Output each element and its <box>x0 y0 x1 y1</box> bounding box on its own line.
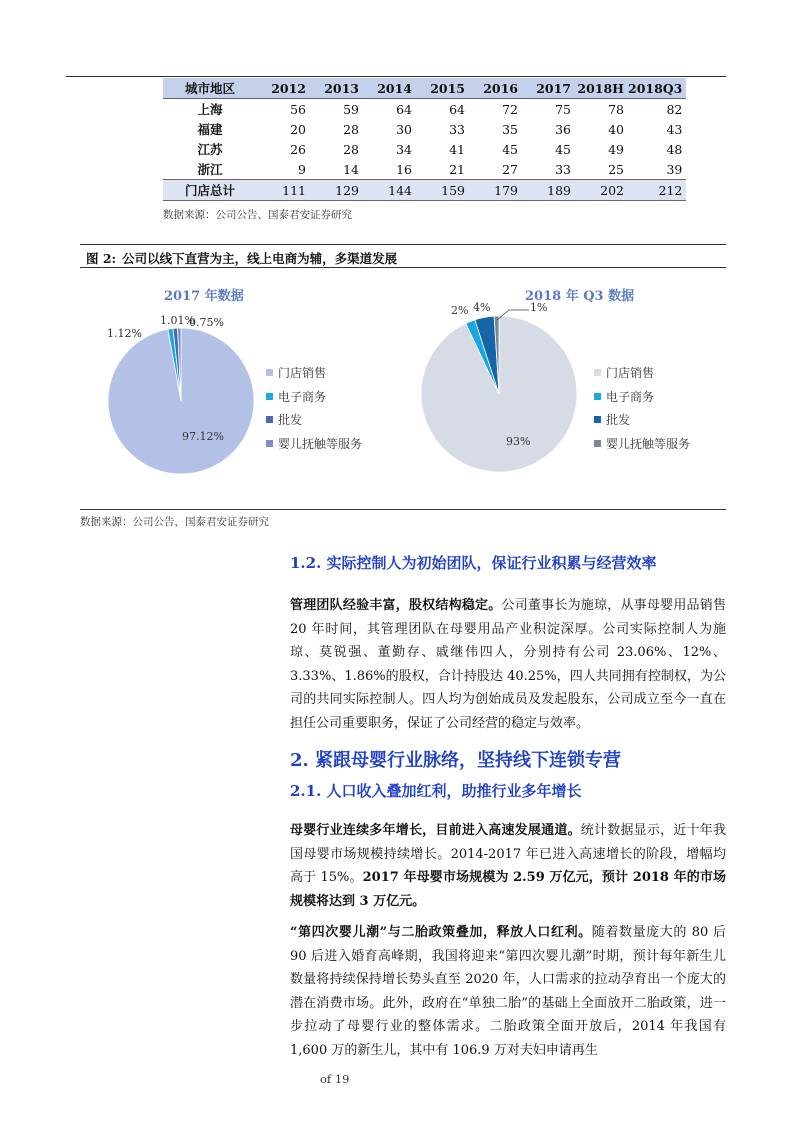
pie-label: 2% <box>451 304 469 317</box>
legend-label: 门店销售 <box>278 366 327 381</box>
table-cell: 20 <box>290 121 306 137</box>
paragraph-body: 统计数据显示，近十年我国母婴市场规模持续增长。2014-2017 年已进入高速增长的阶段，增幅均高于 15%。 <box>290 823 726 886</box>
header-rule <box>66 76 726 77</box>
pie-label: 0.75% <box>189 316 224 329</box>
figure-number: 图 2: <box>86 251 117 266</box>
table-cell: 39 <box>666 161 683 177</box>
table-cell: 48 <box>666 141 683 157</box>
legend-label: 批发 <box>278 413 303 428</box>
table-cell: 111 <box>257 180 310 201</box>
table-cell: 189 <box>522 180 575 201</box>
table-header-cell: 2012 <box>257 78 310 99</box>
table-cell: 144 <box>363 180 416 201</box>
table-header-cell: 2015 <box>416 78 469 99</box>
paragraph-management <box>290 594 726 736</box>
pie-label: 97.12% <box>182 430 224 443</box>
table-header-cell: 2016 <box>469 78 522 99</box>
table-cell: 26 <box>290 141 306 157</box>
table-cell: 59 <box>343 101 359 117</box>
table-cell: 72 <box>502 101 518 117</box>
paragraph-lead: 管理团队经验丰富，股权结构稳定。 <box>290 598 502 613</box>
table-cell: 9 <box>298 161 306 177</box>
legend-swatch <box>594 440 601 447</box>
table-cell: 129 <box>310 180 363 201</box>
table-cell: 21 <box>449 161 465 177</box>
table-cell: 212 <box>628 180 686 201</box>
table-cell: 25 <box>608 161 624 177</box>
store-count-table <box>163 78 686 201</box>
legend-2018q3 <box>594 361 690 455</box>
section-heading-2: 2. 紧跟母婴行业脉络，坚持线下连锁专营 <box>290 750 622 771</box>
paragraph-body: 公司董事长为施琼，从事母婴用品销售 20 年时间，其管理团队在母婴用品产业积淀深厚。公司实际控制人为施琼、莫锐强、董勤存、戚继伟四人，分别持有公司 23.06%、12%、3.33%、1.86%的股权，合计持股达 40.25%，四人共同拥有控制权，为公司的共同实际控制人。四人均为创始成员及发起股东，公司成立至今一直在担任公司重要职务，保证了公司经营的稳定与效率。 <box>290 598 726 731</box>
table-cell: 16 <box>396 161 412 177</box>
legend-item <box>266 385 362 409</box>
pie-label: 1.01% <box>160 314 195 327</box>
legend-item <box>594 361 690 385</box>
table-cell: 上海 <box>197 102 223 117</box>
figure-title <box>80 244 726 268</box>
pie-label: 1% <box>530 301 548 314</box>
table-cell: 202 <box>575 180 628 201</box>
pie-label: 4% <box>473 301 491 314</box>
table-cell: 75 <box>555 101 571 117</box>
table-header-cell: 城市地区 <box>163 78 257 99</box>
pie-leader-line <box>495 306 535 322</box>
pie-label: 1.12% <box>107 327 142 340</box>
table-cell: 27 <box>502 161 518 177</box>
table-cell: 159 <box>416 180 469 201</box>
table-header-row <box>163 78 686 99</box>
paragraph-highlight: 2017 年母婴市场规模为 2.59 万亿元，预计 2018 年的市场规模将达到 3 万亿元。 <box>290 870 726 909</box>
pie-chart-2017 <box>108 318 254 474</box>
table-cell: 36 <box>555 121 571 137</box>
legend-item <box>266 432 362 456</box>
figure-source-note: 数据来源：公司公告，国泰君安证券研究 <box>80 516 269 528</box>
legend-swatch <box>266 416 273 423</box>
table-row <box>163 159 686 180</box>
chart-title-2017: 2017 年数据 <box>164 289 244 304</box>
table-cell: 49 <box>608 141 624 157</box>
table-cell: 82 <box>666 101 683 117</box>
pie-label: 93% <box>506 435 531 448</box>
table-header-cell: 2018H <box>575 78 628 99</box>
table-cell: 179 <box>469 180 522 201</box>
table-cell: 56 <box>290 101 306 117</box>
legend-item <box>594 408 690 432</box>
table-cell: 14 <box>343 161 359 177</box>
table-cell: 福建 <box>197 122 223 137</box>
legend-item <box>266 408 362 432</box>
table-header-cell: 2014 <box>363 78 416 99</box>
legend-label: 批发 <box>606 413 631 428</box>
table-cell: 33 <box>449 121 465 137</box>
table-cell: 30 <box>396 121 412 137</box>
table-source-note: 数据来源：公司公告、国泰君安证券研究 <box>163 209 352 221</box>
legend-item <box>594 432 690 456</box>
table-cell: 34 <box>396 141 412 157</box>
paragraph-lead: “第四次婴儿潮”与二胎政策叠加，释放人口红利。 <box>290 925 592 940</box>
legend-item <box>266 361 362 385</box>
table-cell: 45 <box>502 141 518 157</box>
table-cell: 浙江 <box>197 162 223 177</box>
table-cell: 78 <box>608 101 624 117</box>
table-cell: 28 <box>343 141 359 157</box>
table-total-row <box>163 180 686 201</box>
paragraph-market-growth <box>290 819 726 913</box>
table-row <box>163 119 686 139</box>
legend-label: 电子商务 <box>606 389 655 404</box>
section-heading-1-2: 1.2. 实际控制人为初始团队，保证行业积累与经营效率 <box>290 554 657 572</box>
table-row <box>163 99 686 120</box>
table-header-cell: 2017 <box>522 78 575 99</box>
figure-bottom-rule <box>80 509 726 510</box>
legend-swatch <box>266 393 273 400</box>
table-cell: 江苏 <box>197 142 223 157</box>
legend-swatch <box>594 369 601 376</box>
table-cell: 门店总计 <box>163 180 257 201</box>
paragraph-lead: 母婴行业连续多年增长，目前进入高速发展通道。 <box>290 823 581 838</box>
chart-title-2018q3: 2018 年 Q3 数据 <box>525 289 635 304</box>
table-cell: 41 <box>449 141 465 157</box>
paragraph-body: 随着数量庞大的 80 后 90 后进入婚育高峰期，我国将迎来“第四次婴儿潮”时期，预计每年新生儿数量将持续保持增长势头直至 2020 年，人口需求的拉动孕育出一个庞大的潜在消费市场。此外，政府在“单独二胎”的基础上全面放开二胎政策，进一步拉动了母婴行业的整体需求。二胎政策全面开放后，2014 年我国有 1,600 万的新生儿，其中有 106.9 万对夫妇申请再生 <box>290 925 726 1058</box>
legend-swatch <box>594 416 601 423</box>
table-cell: 40 <box>608 121 624 137</box>
legend-label: 门店销售 <box>606 366 655 381</box>
table-cell: 35 <box>502 121 518 137</box>
page-number: of 19 <box>320 1072 350 1086</box>
table-cell: 64 <box>449 101 465 117</box>
figure-caption: 公司以线下直营为主，线上电商为辅，多渠道发展 <box>122 251 398 266</box>
legend-label: 婴儿抚触等服务 <box>278 436 363 451</box>
table-row <box>163 139 686 159</box>
table-cell: 28 <box>343 121 359 137</box>
table-header-cell: 2018Q3 <box>628 78 686 99</box>
paragraph-baby-boom <box>290 921 726 1063</box>
pie-chart-2018q3 <box>419 314 579 474</box>
table-cell: 33 <box>555 161 571 177</box>
table-cell: 45 <box>555 141 571 157</box>
legend-item <box>594 385 690 409</box>
section-heading-2-1: 2.1. 人口收入叠加红利，助推行业多年增长 <box>290 782 582 800</box>
legend-swatch <box>266 369 273 376</box>
legend-label: 婴儿抚触等服务 <box>606 436 691 451</box>
table-cell: 64 <box>396 101 412 117</box>
legend-label: 电子商务 <box>278 389 327 404</box>
table-cell: 43 <box>666 121 683 137</box>
legend-swatch <box>266 440 273 447</box>
table-header-cell: 2013 <box>310 78 363 99</box>
legend-swatch <box>594 393 601 400</box>
legend-2017 <box>266 361 362 455</box>
